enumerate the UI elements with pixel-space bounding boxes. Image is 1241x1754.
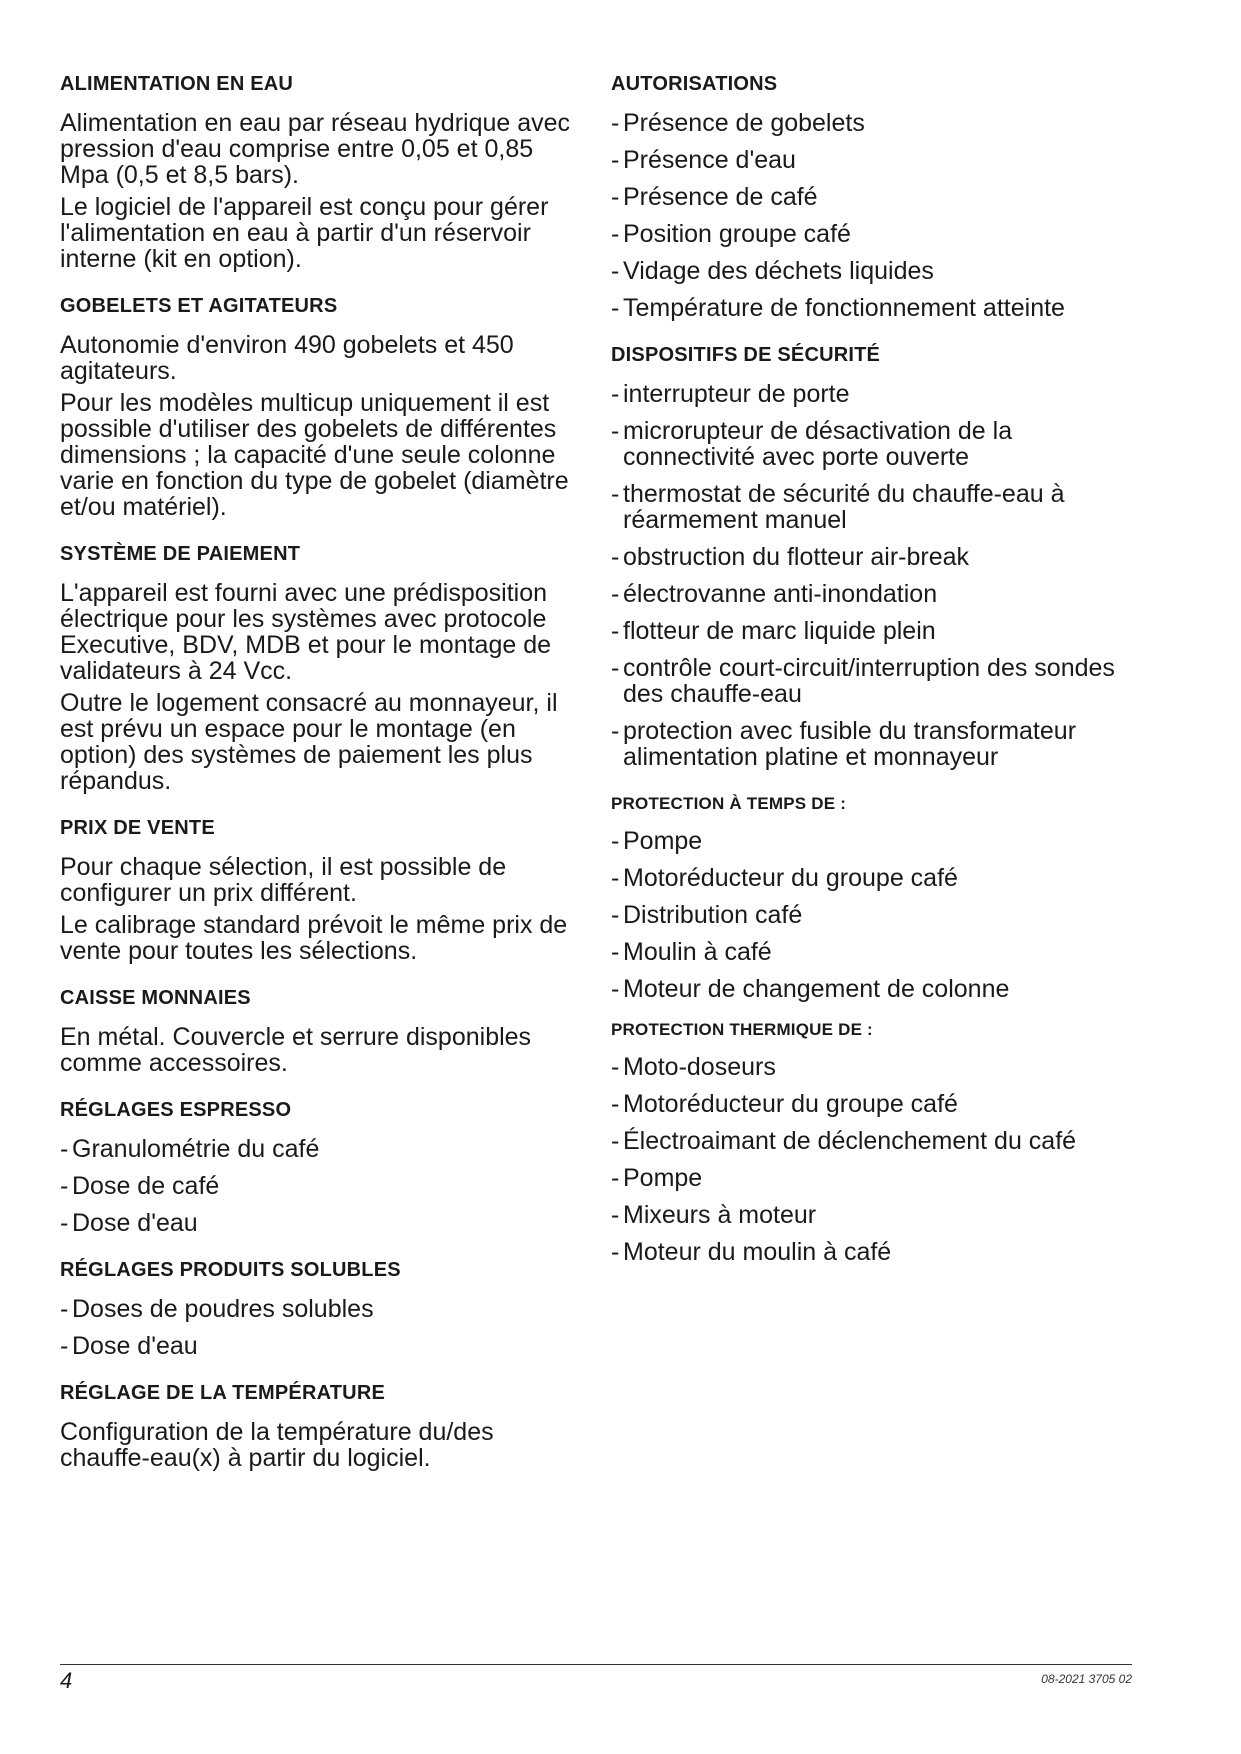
list-item: - thermostat de sécurité du chauffe-eau à réarmement manuel bbox=[611, 481, 1131, 533]
section-heading: SYSTÈME DE PAIEMENT bbox=[60, 543, 301, 565]
paragraph: Le calibrage standard prévoit le même prix de vente pour toutes les sélections. bbox=[60, 911, 568, 965]
section-dispositifs-de-securite bbox=[611, 343, 1131, 770]
section-reglages-espresso bbox=[60, 1098, 580, 1236]
list-item: - Mixeurs à moteur bbox=[611, 1202, 1131, 1228]
paragraph: Configuration de la température du/des chauffe-eau(x) à partir du logiciel. bbox=[60, 1418, 494, 1472]
section-heading: AUTORISATIONS bbox=[611, 73, 778, 95]
list-item: - Moteur du moulin à café bbox=[611, 1239, 1131, 1265]
paragraph: L'appareil est fourni avec une prédisposition électrique pour les systèmes avec protocole Executive, BDV, MDB et pour le montage de validateurs à 24 Vcc. bbox=[60, 579, 552, 685]
list-item: - Dose d'eau bbox=[60, 1333, 580, 1359]
section-protection-a-temps bbox=[611, 792, 1131, 1002]
section-heading: RÉGLAGES ESPRESSO bbox=[60, 1099, 292, 1121]
list-item: - Motoréducteur du groupe café bbox=[611, 865, 1131, 891]
section-heading: GOBELETS ET AGITATEURS bbox=[60, 295, 338, 317]
document-code: 08-2021 3705 02 bbox=[1041, 1672, 1132, 1686]
list-item: - contrôle court-circuit/interruption des sondes des chauffe-eau bbox=[611, 655, 1131, 707]
list-item: - interrupteur de porte bbox=[611, 381, 1131, 407]
section-heading: PROTECTION À TEMPS DE : bbox=[611, 794, 847, 813]
section-prix-de-vente bbox=[60, 816, 580, 964]
right-column bbox=[611, 72, 1131, 1281]
section-gobelets-et-agitateurs bbox=[60, 294, 580, 520]
list-item: - Pompe bbox=[611, 828, 1131, 854]
bullet-list bbox=[611, 1054, 1131, 1265]
list-item: - microrupteur de désactivation de la connectivité avec porte ouverte bbox=[611, 418, 1131, 470]
footer-divider bbox=[60, 1664, 1132, 1665]
section-caisse-monnaies bbox=[60, 986, 580, 1076]
list-item: - Doses de poudres solubles bbox=[60, 1296, 580, 1322]
section-heading: PRIX DE VENTE bbox=[60, 817, 215, 839]
bullet-list bbox=[611, 381, 1131, 770]
paragraph: Outre le logement consacré au monnayeur, il est prévu un espace pour le montage (en option) des systèmes de paiement les plus répandus. bbox=[60, 689, 558, 795]
list-item: - flotteur de marc liquide plein bbox=[611, 618, 1131, 644]
bullet-list bbox=[60, 1296, 580, 1359]
paragraph: Autonomie d'environ 490 gobelets et 450 agitateurs. bbox=[60, 331, 514, 385]
section-reglage-de-la-temperature bbox=[60, 1381, 580, 1471]
list-item: - Température de fonctionnement atteinte bbox=[611, 295, 1131, 321]
section-autorisations bbox=[611, 72, 1131, 321]
list-item: - Motoréducteur du groupe café bbox=[611, 1091, 1131, 1117]
section-protection-thermique bbox=[611, 1018, 1131, 1265]
section-heading: CAISSE MONNAIES bbox=[60, 987, 251, 1009]
section-systeme-de-paiement bbox=[60, 542, 580, 794]
section-reglages-produits-solubles bbox=[60, 1258, 580, 1359]
list-item: - Position groupe café bbox=[611, 221, 1131, 247]
page-number: 4 bbox=[60, 1668, 73, 1693]
paragraph: Le logiciel de l'appareil est conçu pour gérer l'alimentation en eau à partir d'un réservoir interne (kit en option). bbox=[60, 193, 549, 273]
list-item: - Dose de café bbox=[60, 1173, 580, 1199]
list-item: - Présence de café bbox=[611, 184, 1131, 210]
list-item: - Électroaimant de déclenchement du café bbox=[611, 1128, 1131, 1154]
bullet-list bbox=[611, 110, 1131, 321]
section-heading: RÉGLAGE DE LA TEMPÉRATURE bbox=[60, 1382, 386, 1404]
section-heading: RÉGLAGES PRODUITS SOLUBLES bbox=[60, 1259, 401, 1281]
list-item: - Granulométrie du café bbox=[60, 1136, 580, 1162]
paragraph: Pour les modèles multicup uniquement il est possible d'utiliser des gobelets de différentes dimensions ; la capacité d'une seule colonne varie en fonction du type de gobelet (diamètre et/ou matériel). bbox=[60, 389, 569, 521]
list-item: - protection avec fusible du transformateur alimentation platine et monnayeur bbox=[611, 718, 1131, 770]
list-item: - Présence d'eau bbox=[611, 147, 1131, 173]
list-item: - Moulin à café bbox=[611, 939, 1131, 965]
section-heading: PROTECTION THERMIQUE DE : bbox=[611, 1020, 873, 1039]
list-item: - Moto-doseurs bbox=[611, 1054, 1131, 1080]
paragraph: Alimentation en eau par réseau hydrique avec pression d'eau comprise entre 0,05 et 0,85 Mpa (0,5 et 8,5 bars). bbox=[60, 109, 571, 189]
list-item: - Dose d'eau bbox=[60, 1210, 580, 1236]
paragraph: En métal. Couvercle et serrure disponibles comme accessoires. bbox=[60, 1023, 532, 1077]
section-heading: DISPOSITIFS DE SÉCURITÉ bbox=[611, 344, 881, 366]
paragraph: Pour chaque sélection, il est possible de configurer un prix différent. bbox=[60, 853, 507, 907]
bullet-list bbox=[60, 1136, 580, 1236]
list-item: - Distribution café bbox=[611, 902, 1131, 928]
list-item: - électrovanne anti-inondation bbox=[611, 581, 1131, 607]
list-item: - Moteur de changement de colonne bbox=[611, 976, 1131, 1002]
list-item: - obstruction du flotteur air-break bbox=[611, 544, 1131, 570]
list-item: - Présence de gobelets bbox=[611, 110, 1131, 136]
list-item: - Vidage des déchets liquides bbox=[611, 258, 1131, 284]
list-item: - Pompe bbox=[611, 1165, 1131, 1191]
bullet-list bbox=[611, 828, 1131, 1002]
section-heading: ALIMENTATION EN EAU bbox=[60, 73, 294, 95]
left-column bbox=[60, 72, 580, 1493]
section-alimentation-en-eau bbox=[60, 72, 580, 272]
